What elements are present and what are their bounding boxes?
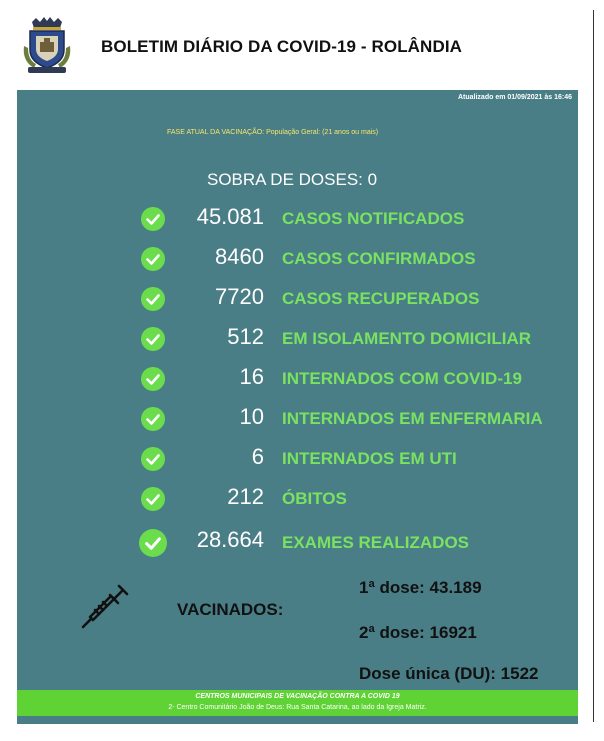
- stat-row: [17, 243, 578, 275]
- syringe-icon: [79, 582, 131, 634]
- updated-timestamp: Atualizado em 01/09/2021 às 16:46: [457, 94, 572, 101]
- stat-row: [17, 527, 578, 559]
- vaccination-phase: FASE ATUAL DA VACINAÇÃO: População Geral: (21 anos ou mais): [167, 129, 379, 136]
- stat-label: CASOS RECUPERADOS: [282, 289, 480, 308]
- check-circle-icon: [139, 529, 167, 557]
- stat-value: 6: [251, 444, 264, 469]
- stat-value: 28.664: [196, 527, 264, 552]
- stat-value: 10: [239, 404, 264, 429]
- stat-label: INTERNADOS COM COVID-19: [282, 369, 522, 388]
- leftover-doses: SOBRA DE DOSES: 0: [207, 170, 378, 189]
- stat-row: [17, 283, 578, 315]
- stat-label: INTERNADOS EM ENFERMARIA: [282, 409, 543, 428]
- stat-value: 512: [227, 324, 264, 349]
- stat-row: [17, 443, 578, 475]
- page-title: BOLETIM DIÁRIO DA COVID-19 - ROLÂNDIA: [101, 37, 463, 56]
- footer-strip: [17, 716, 578, 724]
- stat-label: EM ISOLAMENTO DOMICILIAR: [282, 329, 532, 348]
- stat-row: [17, 323, 578, 355]
- check-circle-icon: [141, 407, 165, 431]
- page-header: [0, 0, 604, 90]
- stat-value: 8460: [215, 244, 264, 269]
- center-address: 2- Centro Comunitário João de Deus: Rua Santa Catarina, ao lado da Igreja Matriz.: [168, 704, 427, 711]
- city-crest-icon: [22, 16, 72, 76]
- stat-row: [17, 203, 578, 235]
- vaccination-centers-banner: [17, 690, 578, 716]
- check-circle-icon: [141, 207, 165, 231]
- stat-value: 212: [227, 484, 264, 509]
- dose-single: Dose única (DU): 1522: [359, 664, 539, 683]
- vaccinated-title: VACINADOS:: [177, 600, 284, 619]
- check-circle-icon: [141, 447, 165, 471]
- check-circle-icon: [141, 247, 165, 271]
- centers-title: CENTROS MUNICIPAIS DE VACINAÇÃO CONTRA A COVID 19: [195, 693, 400, 700]
- check-circle-icon: [141, 287, 165, 311]
- stat-value: 7720: [215, 284, 264, 309]
- stat-label: CASOS CONFIRMADOS: [282, 249, 476, 268]
- dose-second: 2ª dose: 16921: [359, 623, 477, 642]
- bulletin-panel: [17, 90, 578, 690]
- stat-value: 45.081: [196, 204, 264, 229]
- stat-row: [17, 363, 578, 395]
- check-circle-icon: [141, 327, 165, 351]
- dose-first: 1ª dose: 43.189: [359, 578, 482, 597]
- stat-label: ÓBITOS: [282, 489, 347, 508]
- stat-label: INTERNADOS EM UTI: [282, 449, 457, 468]
- stat-row: [17, 403, 578, 435]
- stat-label: CASOS NOTIFICADOS: [282, 209, 465, 228]
- page-border: [593, 10, 594, 722]
- check-circle-icon: [141, 487, 165, 511]
- stat-row: [17, 483, 578, 515]
- stat-value: 16: [239, 364, 264, 389]
- check-circle-icon: [141, 367, 165, 391]
- stat-label: EXAMES REALIZADOS: [282, 533, 470, 552]
